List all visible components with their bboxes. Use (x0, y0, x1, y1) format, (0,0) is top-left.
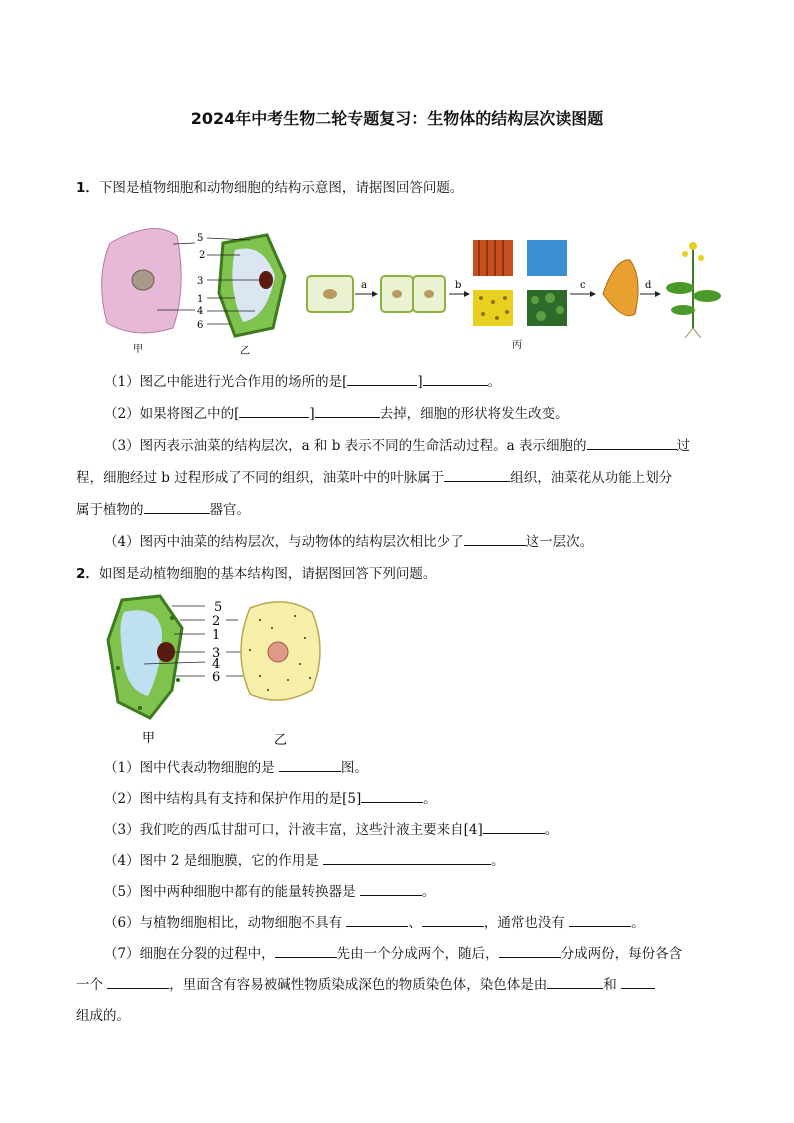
q2-animal-nucleus (268, 642, 288, 662)
q1-blank-4[interactable] (464, 531, 526, 546)
q1-num-5: 5 (197, 233, 204, 244)
q1-num-1: 1 (197, 294, 204, 305)
q2-blank-1[interactable] (279, 757, 341, 772)
q2-figure (100, 590, 340, 750)
q2-sub2 (104, 783, 721, 815)
q1-stem (76, 176, 463, 196)
q1-s4-b: 这一层次。 (525, 534, 594, 550)
q1-animal-nucleus (132, 270, 154, 290)
q2-s4-a: （4）图中 2 是细胞膜，它的作用是 (104, 853, 319, 869)
q2-s3-b: 。 (544, 822, 559, 838)
q1-label-yi: 乙 (240, 346, 250, 357)
q1-sub1 (104, 366, 721, 398)
q2-num-2: 2 (212, 614, 221, 629)
q1-s2-b: ] (309, 406, 315, 422)
q1-arrow-c: c (580, 280, 586, 291)
q1-blank-2a[interactable] (239, 403, 309, 418)
q2-s6-a: （6）与植物细胞相比，动物细胞不具有 (104, 915, 343, 931)
q1-blank-3b[interactable] (444, 467, 510, 482)
q1-tissue-2 (527, 240, 567, 276)
q2-sub3 (104, 814, 721, 846)
q1-sub3-cont (76, 462, 721, 494)
q2-s4-b: 。 (491, 853, 505, 869)
q1-arrow-b: b (455, 280, 462, 291)
q2-num-3: 3 (212, 646, 221, 661)
q2-s7-c: 分成两份，每份各含 (560, 946, 683, 962)
q2-blank-7a[interactable] (275, 943, 337, 958)
q2-blank-7e[interactable] (621, 974, 655, 989)
q1-s1-a: （1）图乙中能进行光合作用的场所的是[ (104, 374, 348, 390)
q1-num-3: 3 (197, 276, 204, 287)
q2-num-4: 4 (212, 657, 221, 672)
q2-s2-b: 。 (423, 791, 437, 807)
q1-blank-1b[interactable] (423, 371, 488, 386)
q1-figure (95, 218, 735, 358)
page-title: 2024年中考生物二轮专题复习：生物体的结构层次读图题 (190, 109, 604, 128)
q1-s3-d: 组织，油菜花从功能上划分 (510, 470, 673, 486)
q1-rape-plant (666, 242, 721, 338)
q1-stem-text: 下图是植物细胞和动物细胞的结构示意图，请据图回答问题。 (98, 180, 464, 196)
q1-s3-f: 器官。 (209, 502, 250, 518)
q2-s6-b: 、 (408, 915, 422, 931)
q2-sub7-cont2 (76, 1000, 721, 1032)
q1-num-2: 2 (199, 250, 206, 261)
q2-s2-a: （2）图中结构具有支持和保护作用的是[5] (104, 791, 362, 807)
q2-label-yi: 乙 (274, 733, 288, 748)
q1-blank-3a[interactable] (587, 435, 677, 450)
q1-s3-b: 过 (676, 438, 690, 454)
q2-number: 2． (76, 566, 99, 582)
q1-number: 1． (76, 180, 99, 196)
q2-num-1: 1 (212, 628, 221, 643)
q2-sub7-cont (76, 969, 721, 1001)
q1-plant-nucleus (259, 271, 273, 289)
q2-blank-2[interactable] (361, 788, 423, 803)
q2-s5-b: 。 (421, 884, 436, 900)
q2-s1-b: 图。 (340, 760, 368, 776)
q2-num-6: 6 (212, 670, 221, 685)
q2-blank-7d[interactable] (547, 974, 603, 989)
q2-blank-6b[interactable] (422, 912, 484, 927)
q2-s7-g: 组成的。 (76, 1008, 130, 1024)
q2-blank-5[interactable] (360, 881, 422, 896)
q2-blank-6c[interactable] (569, 912, 631, 927)
q2-s7-f: 和 (603, 977, 617, 993)
q2-s5-a: （5）图中两种细胞中都有的能量转换器是 (104, 884, 356, 900)
q1-blank-2b[interactable] (315, 403, 380, 418)
q1-s3-c: 程，细胞经过 b 过程形成了不同的组织，油菜叶中的叶脉属于 (76, 470, 445, 486)
q1-s2-a: （2）如果将图乙中的[ (104, 406, 240, 422)
q1-s1-b: ] (417, 374, 423, 390)
q1-s4-a: （4）图丙中油菜的结构层次，与动物体的结构层次相比少了 (104, 534, 464, 550)
q2-blank-7b[interactable] (499, 943, 561, 958)
q1-label-bing: 丙 (512, 340, 522, 351)
q2-s7-a: （7）细胞在分裂的过程中， (104, 946, 275, 962)
q1-label-jia: 甲 (133, 344, 143, 355)
q2-stem-text: 如图是动植物细胞的基本结构图，请据图回答下列问题。 (98, 566, 437, 582)
q1-sub3-cont2 (76, 494, 721, 526)
q1-s3-a: （3）图丙表示油菜的结构层次，a 和 b 表示不同的生命活动过程。a 表示细胞的 (104, 438, 587, 454)
q2-s6-d: 。 (631, 915, 645, 931)
q1-num-6: 6 (197, 320, 204, 331)
q1-sub4 (104, 526, 721, 558)
q2-blank-6a[interactable] (346, 912, 408, 927)
q1-s1-c: 。 (487, 374, 502, 390)
q1-sub2 (104, 398, 721, 430)
q2-sub1 (104, 752, 721, 784)
q2-stem (76, 562, 436, 582)
q1-s2-c: 去掉，细胞的形状将发生改变。 (379, 406, 569, 422)
q2-s7-b: 先由一个分成两个，随后， (336, 946, 499, 962)
q1-arrow-d: d (645, 280, 652, 291)
q1-arrow-a: a (361, 280, 367, 291)
q1-blank-1a[interactable] (347, 371, 417, 386)
q2-s7-d: 一个 (76, 977, 103, 993)
q2-s7-e: ，里面含有容易被碱性物质染成深色的物质染色体，染色体是由 (169, 977, 548, 993)
q1-sub3 (104, 430, 721, 462)
q2-num-5: 5 (214, 600, 223, 615)
q2-blank-3[interactable] (483, 819, 545, 834)
q2-s1-a: （1）图中代表动物细胞的是 (104, 760, 275, 776)
q2-sub4 (104, 845, 721, 877)
q2-s6-c: ，通常也没有 (483, 915, 565, 931)
q1-tissue-3 (473, 290, 513, 326)
q1-leaf (603, 260, 638, 316)
q2-blank-4[interactable] (323, 850, 491, 865)
q2-sub5 (104, 876, 721, 908)
q1-blank-3c[interactable] (144, 499, 210, 514)
q2-sub6 (104, 907, 721, 939)
q1-s3-e: 属于植物的 (76, 502, 144, 518)
q2-blank-7c[interactable] (107, 974, 169, 989)
q2-sub7 (104, 938, 721, 970)
q1-num-4: 4 (197, 306, 204, 317)
q2-s3-a: （3）我们吃的西瓜甘甜可口，汁液丰富，这些汁液主要来自[4] (104, 822, 483, 838)
q2-label-jia: 甲 (142, 731, 156, 746)
